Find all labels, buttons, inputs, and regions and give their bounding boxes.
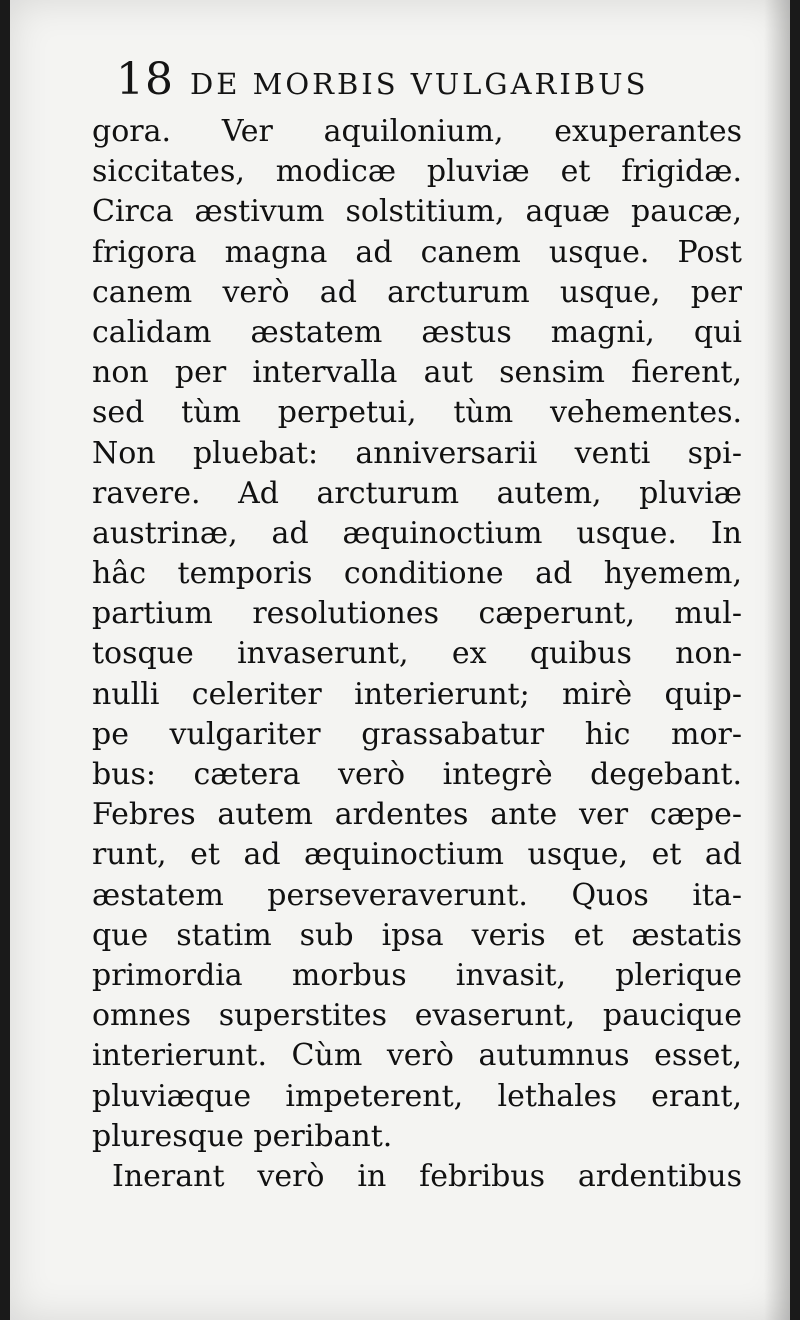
text-line: hâc temporis conditione ad hyemem, [92, 556, 742, 592]
text-line: ravere. Ad arcturum autem, pluviæ [92, 475, 742, 511]
text-line: pe vulgariter grassabatur hic mor- [92, 716, 742, 752]
text-line: tosque invaserunt, ex quibus non- [92, 636, 742, 672]
text-line: sed tùm perpetui, tùm vehementes. [92, 395, 742, 431]
text-line: æstatem perseveraverunt. Quos ita- [92, 877, 742, 913]
text-line: interierunt. Cùm verò autumnus esset, [92, 1038, 742, 1074]
body-text [92, 112, 742, 1197]
paragraph-start-line: Inerant verò in febribus ardentibus [112, 1158, 742, 1194]
text-line: omnes superstites evaserunt, paucique [92, 998, 742, 1034]
running-head: DE MORBIS VULGARIBUS [190, 67, 649, 101]
text-line: pluviæque impeterent, lethales erant, [92, 1078, 742, 1114]
text-line: primordia morbus invasit, plerique [92, 957, 742, 993]
text-line: Circa æstivum solstitium, aquæ paucæ, [92, 194, 742, 230]
paragraph-end-line: pluresque peribant. [92, 1118, 393, 1154]
text-line: partium resolutiones cæperunt, mul- [92, 596, 742, 632]
text-line: non per intervalla aut sensim fierent, [92, 355, 742, 391]
text-line: Febres autem ardentes ante ver cæpe- [92, 797, 742, 833]
text-line: austrinæ, ad æquinoctium usque. In [92, 515, 742, 551]
text-line: que statim sub ipsa veris et æstatis [92, 917, 742, 953]
book-page [10, 0, 790, 1320]
page-edge-shadow [764, 0, 790, 1320]
text-line: bus: cætera verò integrè degebant. [92, 757, 742, 792]
text-line: runt, et ad æquinoctium usque, et ad [92, 837, 742, 873]
text-line: nulli celeriter interierunt; mirè quip- [92, 676, 742, 712]
text-line: canem verò ad arcturum usque, per [92, 274, 742, 310]
page-number: 18 [116, 54, 174, 105]
text-line: calidam æstatem æstus magni, qui [92, 314, 742, 350]
page-header [116, 54, 648, 104]
text-line: gora. Ver aquilonium, exuperantes [92, 114, 742, 149]
text-line: frigora magna ad canem usque. Post [92, 234, 742, 270]
text-line: siccitates, modicæ pluviæ et frigidæ. [92, 154, 742, 190]
text-line: Non pluebat: anniversarii venti spi- [92, 435, 742, 471]
